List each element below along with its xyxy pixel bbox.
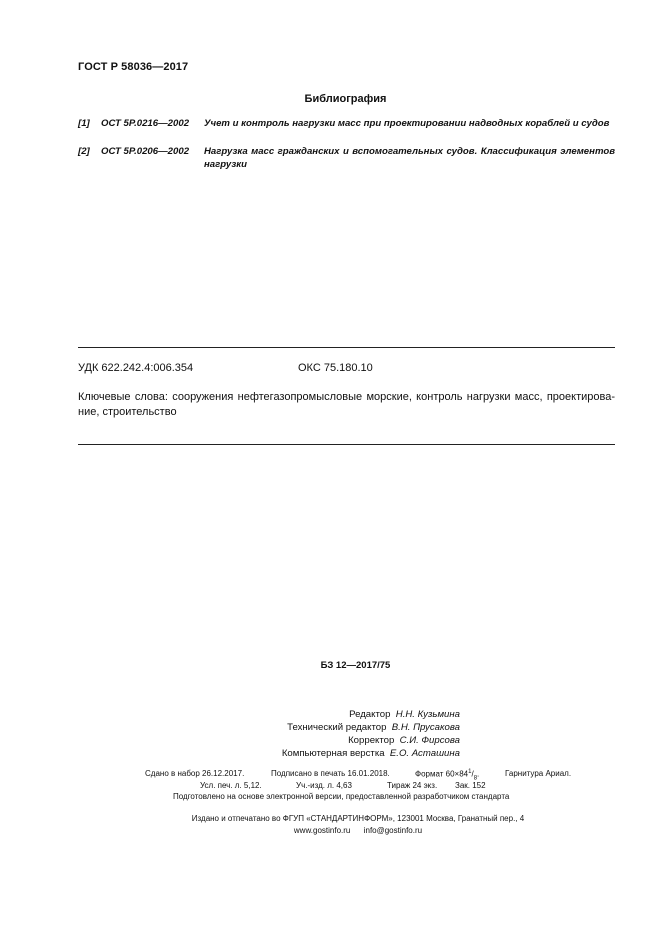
staff-role: Технический редактор — [287, 722, 387, 733]
bibliography-item-text: Учет и контроль нагрузки масс при проектировании надводных кораблей и судов — [204, 118, 610, 129]
staff-role: Редактор — [349, 709, 391, 720]
print-publisher-sheets: Уч.-изд. л. 4,63 — [296, 781, 352, 790]
print-prepared: Подготовлено на основе электронной версии, предоставленной разработчиком стандарта — [173, 792, 510, 801]
staff-layout — [282, 748, 460, 759]
bibliography-item-code: ОСТ 5Р.0216—2002 — [101, 118, 190, 129]
staff-editor — [349, 709, 460, 720]
bibliography-title: Библиография — [304, 93, 387, 105]
publisher-contacts: www.gostinfo.ru info@gostinfo.ru — [293, 826, 423, 835]
print-signed: Подписано в печать 16.01.2018. — [271, 769, 390, 778]
staff-name: В.Н. Прусакова — [391, 722, 460, 733]
bibliography-item-code: ОСТ 5Р.0206—2002 — [101, 146, 190, 157]
document-header: ГОСТ Р 58036—2017 — [78, 61, 189, 73]
oks-code: ОКС 75.180.10 — [298, 362, 373, 374]
bibliography-item-text: Нагрузка масс гражданских и вспомогательных судов. Классификация элементов нагрузки — [204, 146, 615, 170]
bibliography-item-number: [1] — [78, 118, 90, 129]
staff-role: Компьютерная верстка — [281, 748, 385, 759]
staff-name: С.И. Фирсова — [399, 735, 460, 746]
print-format: Формат $60\times 84^1/_8$. — [415, 769, 480, 782]
keywords — [78, 390, 615, 420]
bz-number: БЗ 12—2017/75 — [320, 660, 391, 671]
staff-corrector — [348, 735, 460, 746]
divider-bottom — [78, 444, 615, 445]
bibliography-item-1 — [78, 117, 615, 143]
staff-role: Корректор — [348, 735, 395, 746]
staff-name: Н.Н. Кузьмина — [395, 709, 460, 720]
publisher-address: Издано и отпечатано во ФГУП «СТАНДАРТИНФОРМ», 123001 Москва, Гранатный пер., 4 — [191, 814, 525, 823]
bibliography-item-number: [2] — [78, 146, 90, 157]
bibliography-item-2 — [78, 145, 615, 171]
keywords-line-1: Ключевые слова: сооружения нефтегазопромысловые морские, контроль нагрузки масс, проектирова- — [78, 391, 615, 403]
staff-technical-editor — [287, 722, 460, 733]
divider-top — [78, 347, 615, 348]
print-order: Зак. 152 — [455, 781, 486, 790]
print-submitted: Сдано в набор 26.12.2017. — [145, 769, 245, 778]
print-typeface: Гарнитура Ариал. — [505, 769, 572, 778]
keywords-line-2: ние, строительство — [78, 406, 177, 418]
print-circulation: Тираж 24 экз. — [387, 781, 438, 790]
udk-code: УДК 622.242.4:006.354 — [78, 362, 194, 374]
staff-name: Е.О. Асташина — [389, 748, 460, 759]
print-sheets: Усл. печ. л. 5,12. — [200, 781, 262, 790]
